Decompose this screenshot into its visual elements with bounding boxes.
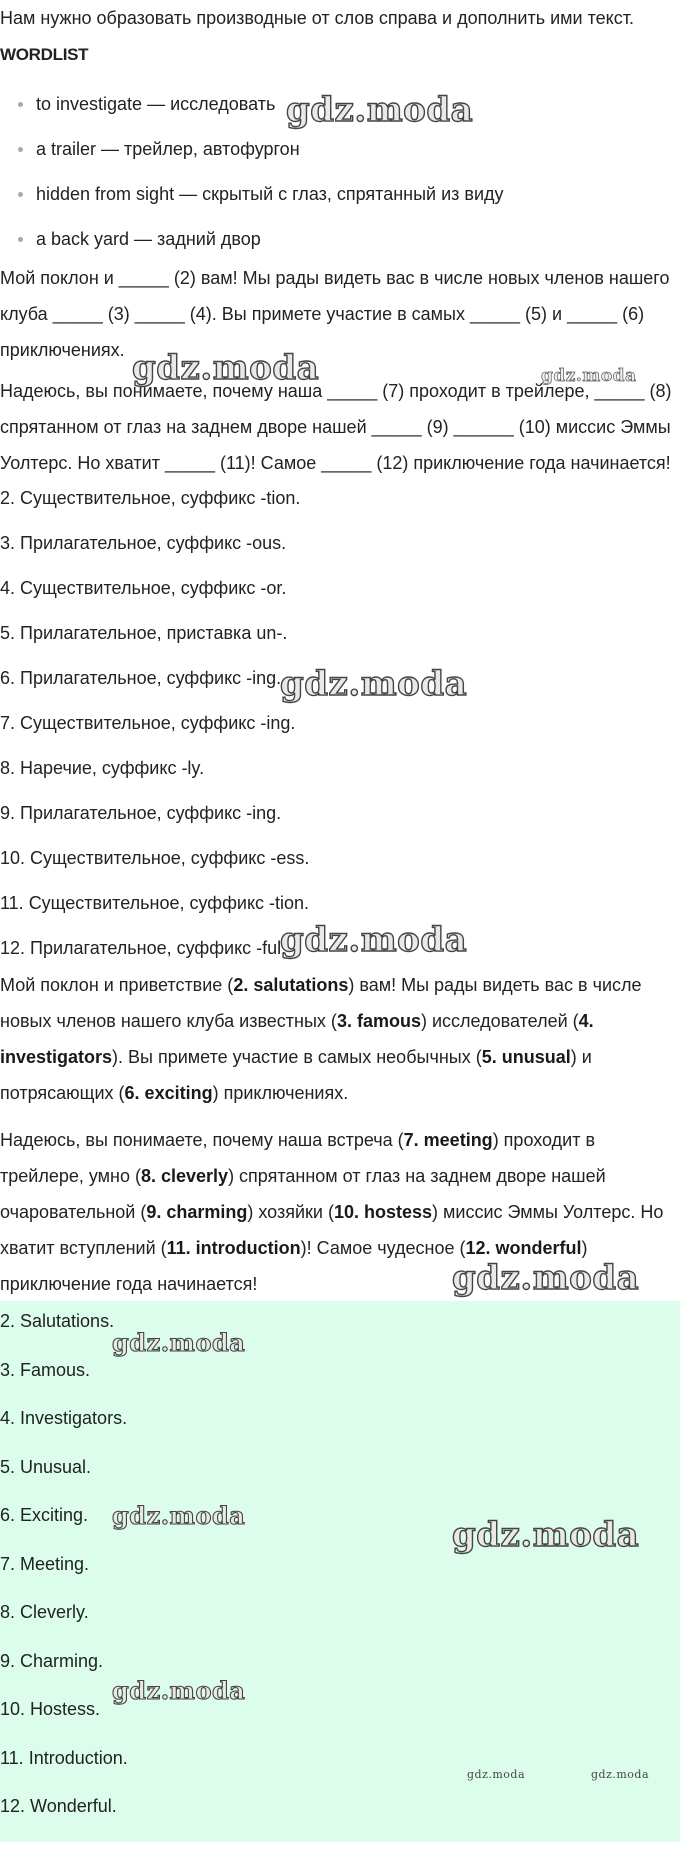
answer-line: трейлере, умно (8. cleverly) спрятанном от глаз на заднем дворе нашей bbox=[0, 1166, 606, 1186]
answer-item: 6. Exciting. bbox=[0, 1505, 89, 1525]
task-line: спрятанном от глаз на заднем дворе нашей _____ (9) ______ (10) миссис Эммы bbox=[0, 417, 671, 437]
watermark: gdz.moda bbox=[286, 90, 474, 130]
hint-item: 12. Прилагательное, суффикс -ful. bbox=[0, 938, 287, 958]
watermark: gdz.moda bbox=[452, 1515, 640, 1555]
watermark: gdz.moda bbox=[467, 1768, 526, 1781]
task-paragraph-2 bbox=[0, 373, 676, 481]
answer-line: очаровательной (9. charming) хозяйки (10. hostess) миссис Эммы Уолтерс. Но bbox=[0, 1202, 664, 1222]
hint-item: 2. Существительное, суффикс -tion. bbox=[0, 488, 301, 508]
hint-item: 10. Существительное, суффикс -ess. bbox=[0, 848, 310, 868]
task-paragraph-1 bbox=[0, 260, 676, 368]
hint-item: 9. Прилагательное, суффикс -ing. bbox=[0, 803, 282, 823]
answer-line: потрясающих (6. exciting) приключениях. bbox=[0, 1083, 349, 1103]
wordlist-heading: WORDLIST bbox=[0, 45, 89, 64]
wordlist-item: to investigate — исследовать bbox=[0, 92, 504, 137]
task-line: клуба _____ (3) _____ (4). Вы примете участие в самых _____ (5) и _____ (6) bbox=[0, 304, 645, 324]
wordlist-item: a back yard — задний двор bbox=[0, 227, 504, 272]
watermark: gdz.moda bbox=[112, 1501, 246, 1530]
answer-item: 7. Meeting. bbox=[0, 1553, 90, 1574]
answer-line: Мой поклон и приветствие (2. salutations) вам! Мы рады видеть вас в числе bbox=[0, 975, 642, 995]
task-line: приключениях. bbox=[0, 340, 125, 360]
watermark: gdz.moda bbox=[591, 1768, 650, 1781]
answer-item: 9. Charming. bbox=[0, 1650, 104, 1671]
hints-list bbox=[0, 486, 309, 981]
watermark: gdz.moda bbox=[452, 1258, 640, 1298]
watermark: gdz.moda bbox=[132, 348, 320, 388]
task-line: Надеюсь, вы понимаете, почему наша _____ (7) проходит в трейлере, _____ (8) bbox=[0, 381, 672, 401]
answer-line: investigators). Вы примете участие в самых необычных (5. unusual) и bbox=[0, 1047, 592, 1067]
answer-item: 5. Unusual. bbox=[0, 1456, 92, 1477]
answer-item: 10. Hostess. bbox=[0, 1699, 101, 1719]
answer-item: 3. Famous. bbox=[0, 1359, 91, 1380]
hint-item: 11. Существительное, суффикс -tion. bbox=[0, 893, 310, 913]
answer-line: новых членов нашего клуба известных (3. famous) исследователей (4. bbox=[0, 1011, 594, 1031]
answer-item: 11. Introduction. bbox=[0, 1747, 128, 1768]
hint-item: 6. Прилагательное, суффикс -ing. bbox=[0, 668, 282, 688]
task-line: Мой поклон и _____ (2) вам! Мы рады видеть вас в числе новых членов нашего bbox=[0, 268, 670, 288]
answers-block bbox=[0, 1301, 680, 1842]
answer-paragraph-1 bbox=[0, 967, 676, 1111]
answers-list bbox=[0, 1309, 128, 1843]
watermark: gdz.moda bbox=[112, 1676, 246, 1705]
answer-item: 8. Cleverly. bbox=[0, 1602, 89, 1622]
answer-item: 4. Investigators. bbox=[0, 1408, 128, 1428]
hint-item: 7. Существительное, суффикс -ing. bbox=[0, 713, 296, 733]
answer-line: хватит вступлений (11. introduction)! Самое чудесное (12. wonderful) bbox=[0, 1238, 588, 1258]
answer-line: Надеюсь, вы понимаете, почему наша встреча (7. meeting) проходит в bbox=[0, 1130, 596, 1150]
task-line: Уолтерс. Но хватит _____ (11)! Самое _____ (12) приключение года начинается! bbox=[0, 453, 671, 473]
hint-item: 3. Прилагательное, суффикс -ous. bbox=[0, 533, 287, 553]
answer-item: 12. Wonderful. bbox=[0, 1796, 117, 1816]
hint-item: 4. Существительное, суффикс -or. bbox=[0, 578, 287, 598]
wordlist-item: a trailer — трейлер, автофургон bbox=[0, 137, 504, 182]
answer-line: приключение года начинается! bbox=[0, 1274, 258, 1294]
intro-text: Нам нужно образовать производные от слов справа и дополнить ими текст. bbox=[0, 8, 634, 28]
wordlist-item: hidden from sight — скрытый с глаз, спрятанный из виду bbox=[0, 182, 504, 227]
watermark: gdz.moda bbox=[112, 1328, 246, 1357]
hint-item: 8. Наречие, суффикс -ly. bbox=[0, 758, 205, 778]
answer-item: 2. Salutations. bbox=[0, 1311, 115, 1331]
watermark: gdz.moda bbox=[280, 664, 468, 704]
hint-item: 5. Прилагательное, приставка un-. bbox=[0, 623, 288, 643]
watermark: gdz.moda bbox=[280, 920, 468, 960]
watermark: gdz.moda bbox=[541, 366, 637, 386]
